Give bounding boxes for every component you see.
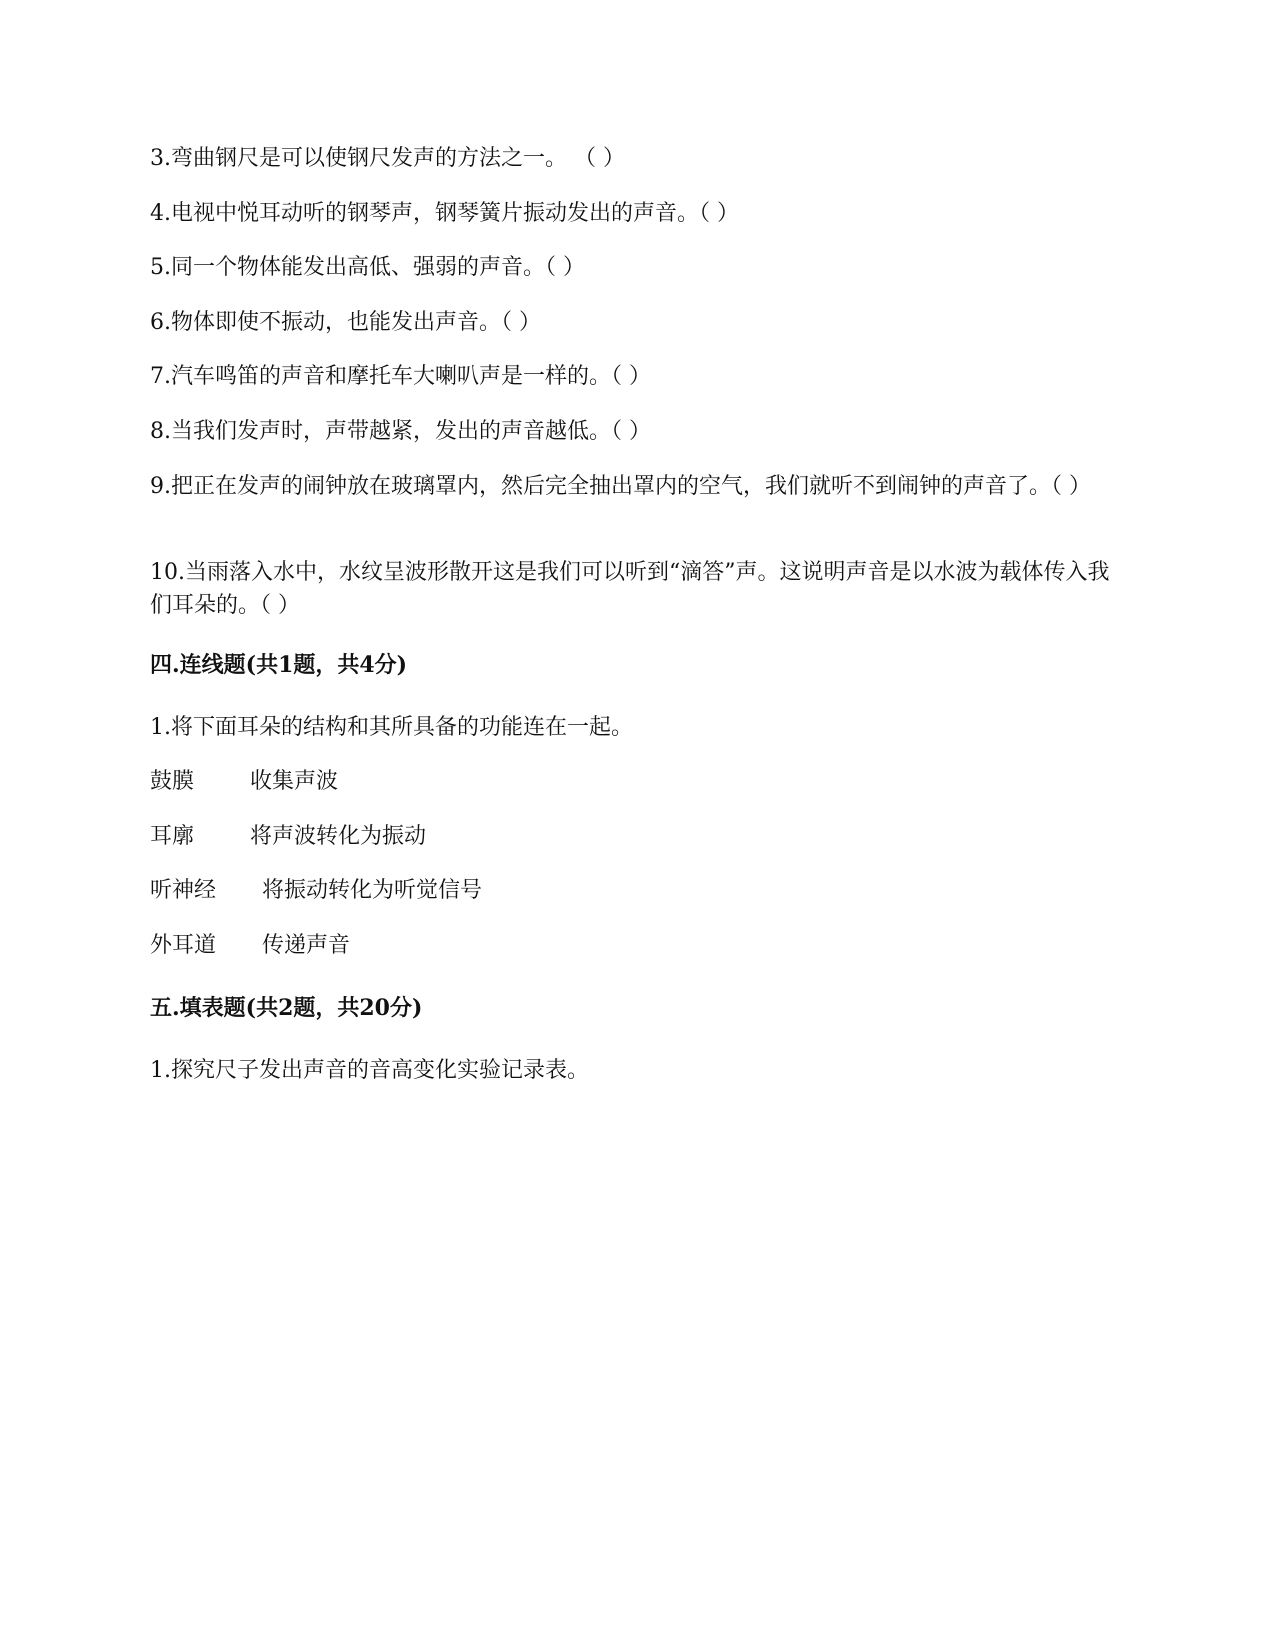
judgement-item-8: 8.当我们发声时，声带越紧，发出的声音越低。（ ） xyxy=(150,419,651,444)
section-heading-table: 五.填表题(共2题，共20分) xyxy=(150,995,423,1021)
section-heading-matching: 四.连线题(共1题，共4分) xyxy=(150,652,408,678)
ear-function-label: 将声波转化为振动 xyxy=(250,824,427,849)
judgement-item-10: 10.当雨落入水中，水纹呈波形散开这是我们可以听到“滴答”声。这说明声音是以水波为载体传入我们耳朵的。（ ） xyxy=(150,560,1110,618)
ear-structure-label: 耳廓 xyxy=(150,824,195,849)
matching-row xyxy=(150,765,339,798)
table-question: 1.探究尺子发出声音的音高变化实验记录表。 xyxy=(150,1058,589,1083)
ear-function-label: 将振动转化为听觉信号 xyxy=(262,878,483,903)
judgement-item-6: 6.物体即使不振动，也能发出声音。（ ） xyxy=(150,310,541,335)
judgement-item-7: 7.汽车鸣笛的声音和摩托车大喇叭声是一样的。（ ） xyxy=(150,364,651,389)
matching-question: 1.将下面耳朵的结构和其所具备的功能连在一起。 xyxy=(150,715,633,740)
judgement-item-3: 3.弯曲钢尺是可以使钢尺发声的方法之一。 （ ） xyxy=(150,146,625,171)
judgement-item-9: 9.把正在发声的闹钟放在玻璃罩内，然后完全抽出罩内的空气，我们就听不到闹钟的声音了。（ ） xyxy=(150,474,1091,499)
ear-function-label: 传递声音 xyxy=(262,933,351,958)
ear-function-label: 收集声波 xyxy=(250,769,339,794)
matching-row xyxy=(150,820,427,853)
judgement-item-5: 5.同一个物体能发出高低、强弱的声音。（ ） xyxy=(150,255,585,280)
ear-structure-label: 外耳道 xyxy=(150,933,217,958)
matching-row xyxy=(150,874,483,907)
ear-structure-label: 鼓膜 xyxy=(150,769,195,794)
matching-row xyxy=(150,929,351,962)
judgement-item-4: 4.电视中悦耳动听的钢琴声，钢琴簧片振动发出的声音。（ ） xyxy=(150,201,739,226)
ear-structure-label: 听神经 xyxy=(150,878,217,903)
